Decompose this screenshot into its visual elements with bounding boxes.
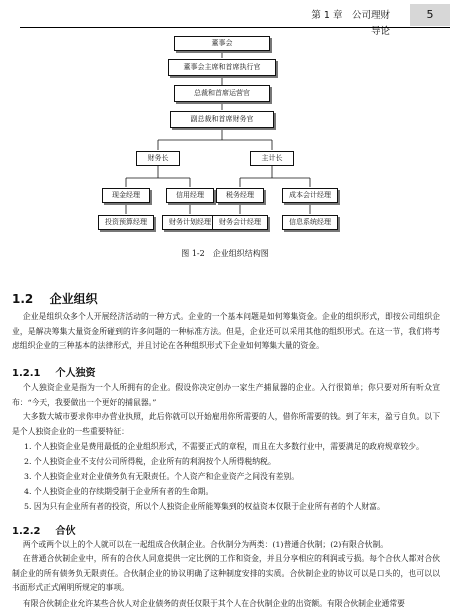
subsection-number: 1.2.1: [12, 368, 41, 379]
page-number: 5: [410, 4, 450, 26]
node-treasurer: 财务长: [136, 151, 180, 166]
node-info-systems-manager: 信息系统经理: [282, 215, 338, 230]
node-board: 董事会: [174, 36, 270, 51]
subsection-number: 1.2.2: [12, 526, 41, 537]
paragraph: 个人独资企业是指为一个人所拥有的企业。假设你决定创办一家生产捕鼠器的企业。入行很简单；你只要对所有听众宣布：“今天，我要做出一个更好的捕鼠器。”: [12, 383, 440, 407]
section-number: 1.2: [12, 292, 34, 306]
subsection-heading: [12, 364, 442, 379]
list-item: 1. 个人独资企业是费用最低的企业组织形式，不需要正式的章程，而且在大多数行业中，需要满足的政府规章较少。: [24, 442, 424, 451]
node-cash-manager: 现金经理: [102, 188, 150, 203]
subsection-title: 合伙: [55, 526, 76, 537]
chapter-title: 第 1 章 公司理财导论: [311, 10, 390, 37]
node-cost-accounting-manager: 成本会计经理: [282, 188, 338, 203]
paragraph: 在普通合伙制企业中，所有的合伙人同意提供一定比例的工作和资金，并且分享相应的利润或亏损。每个合伙人都对合伙制企业的所有债务负无限责任。合伙制企业的协议明确了这种制度安排的实质。合伙制企业的协议可以是口头的，也可以以书面形式正式阐明所规定的事项。: [12, 554, 440, 592]
node-capital-budget-manager: 投资预算经理: [98, 215, 154, 230]
paragraph: 两个或两个以上的个人就可以在一起组成合伙制企业。合伙制分为两类：(1)普通合伙制；(2)有限合伙制。: [22, 540, 389, 549]
subsection-heading: [12, 522, 442, 537]
node-vp-cfo: 副总裁和首席财务官: [170, 111, 274, 128]
node-chair-ceo: 董事会主席和首席执行官: [168, 59, 276, 76]
node-controller: 主计长: [250, 151, 294, 166]
org-chart: [0, 30, 450, 270]
list-item: 5. 因为只有企业所有者的投资，所以个人独资企业所能筹集到的权益资本仅限于企业所有者的个人财富。: [24, 502, 385, 511]
list-item: 4. 个人独资企业的存续期受制于企业所有者的生命期。: [24, 487, 214, 496]
node-financial-accounting-manager: 财务会计经理: [212, 215, 268, 230]
paragraph: 大多数大城市要求你申办营业执照，此后你就可以开始雇用你所需要的人，借你所需要的钱。到了年末，盈亏自负。以下是个人独资企业的一些重要特征：: [12, 412, 440, 436]
paragraph: 有限合伙制企业允许某些合伙人对企业债务的责任仅限于其个人在合伙制企业的出资额。有限合伙制企业通常要: [22, 599, 405, 608]
node-tax-manager: 税务经理: [216, 188, 264, 203]
page-header: [0, 0, 450, 37]
section-heading: [12, 290, 442, 307]
list-item: 2. 个人独资企业不支付公司所得税，企业所有的利润按个人所得税纳税。: [24, 457, 276, 466]
header-rule: [20, 27, 450, 28]
section-title: 企业组织: [49, 292, 98, 306]
node-financial-planning-manager: 财务计划经理: [162, 215, 218, 230]
section-paragraph: 企业是组织众多个人开展经济活动的一种方式。企业的一个基本问题是如何筹集资金。企业的组织形式，即按公司组织企业，是解决筹集大量资金所碰到的许多问题的一种标准方法。但是，企业还可以采用其他的组织形式。在这一节，我们将考虑组织企业的三种基本的法律形式，并且讨论在各种组织形式下企业如何筹集大量的资金。: [12, 312, 440, 350]
node-credit-manager: 信用经理: [166, 188, 214, 203]
subsection-title: 个人独资: [55, 368, 96, 379]
figure-caption: 图 1-2 企业组织结构图: [181, 249, 269, 258]
list-item: 3. 个人独资企业对企业债务负有无限责任。个人资产和企业资产之间没有差别。: [24, 472, 300, 481]
node-president-coo: 总裁和首席运营官: [174, 85, 270, 102]
